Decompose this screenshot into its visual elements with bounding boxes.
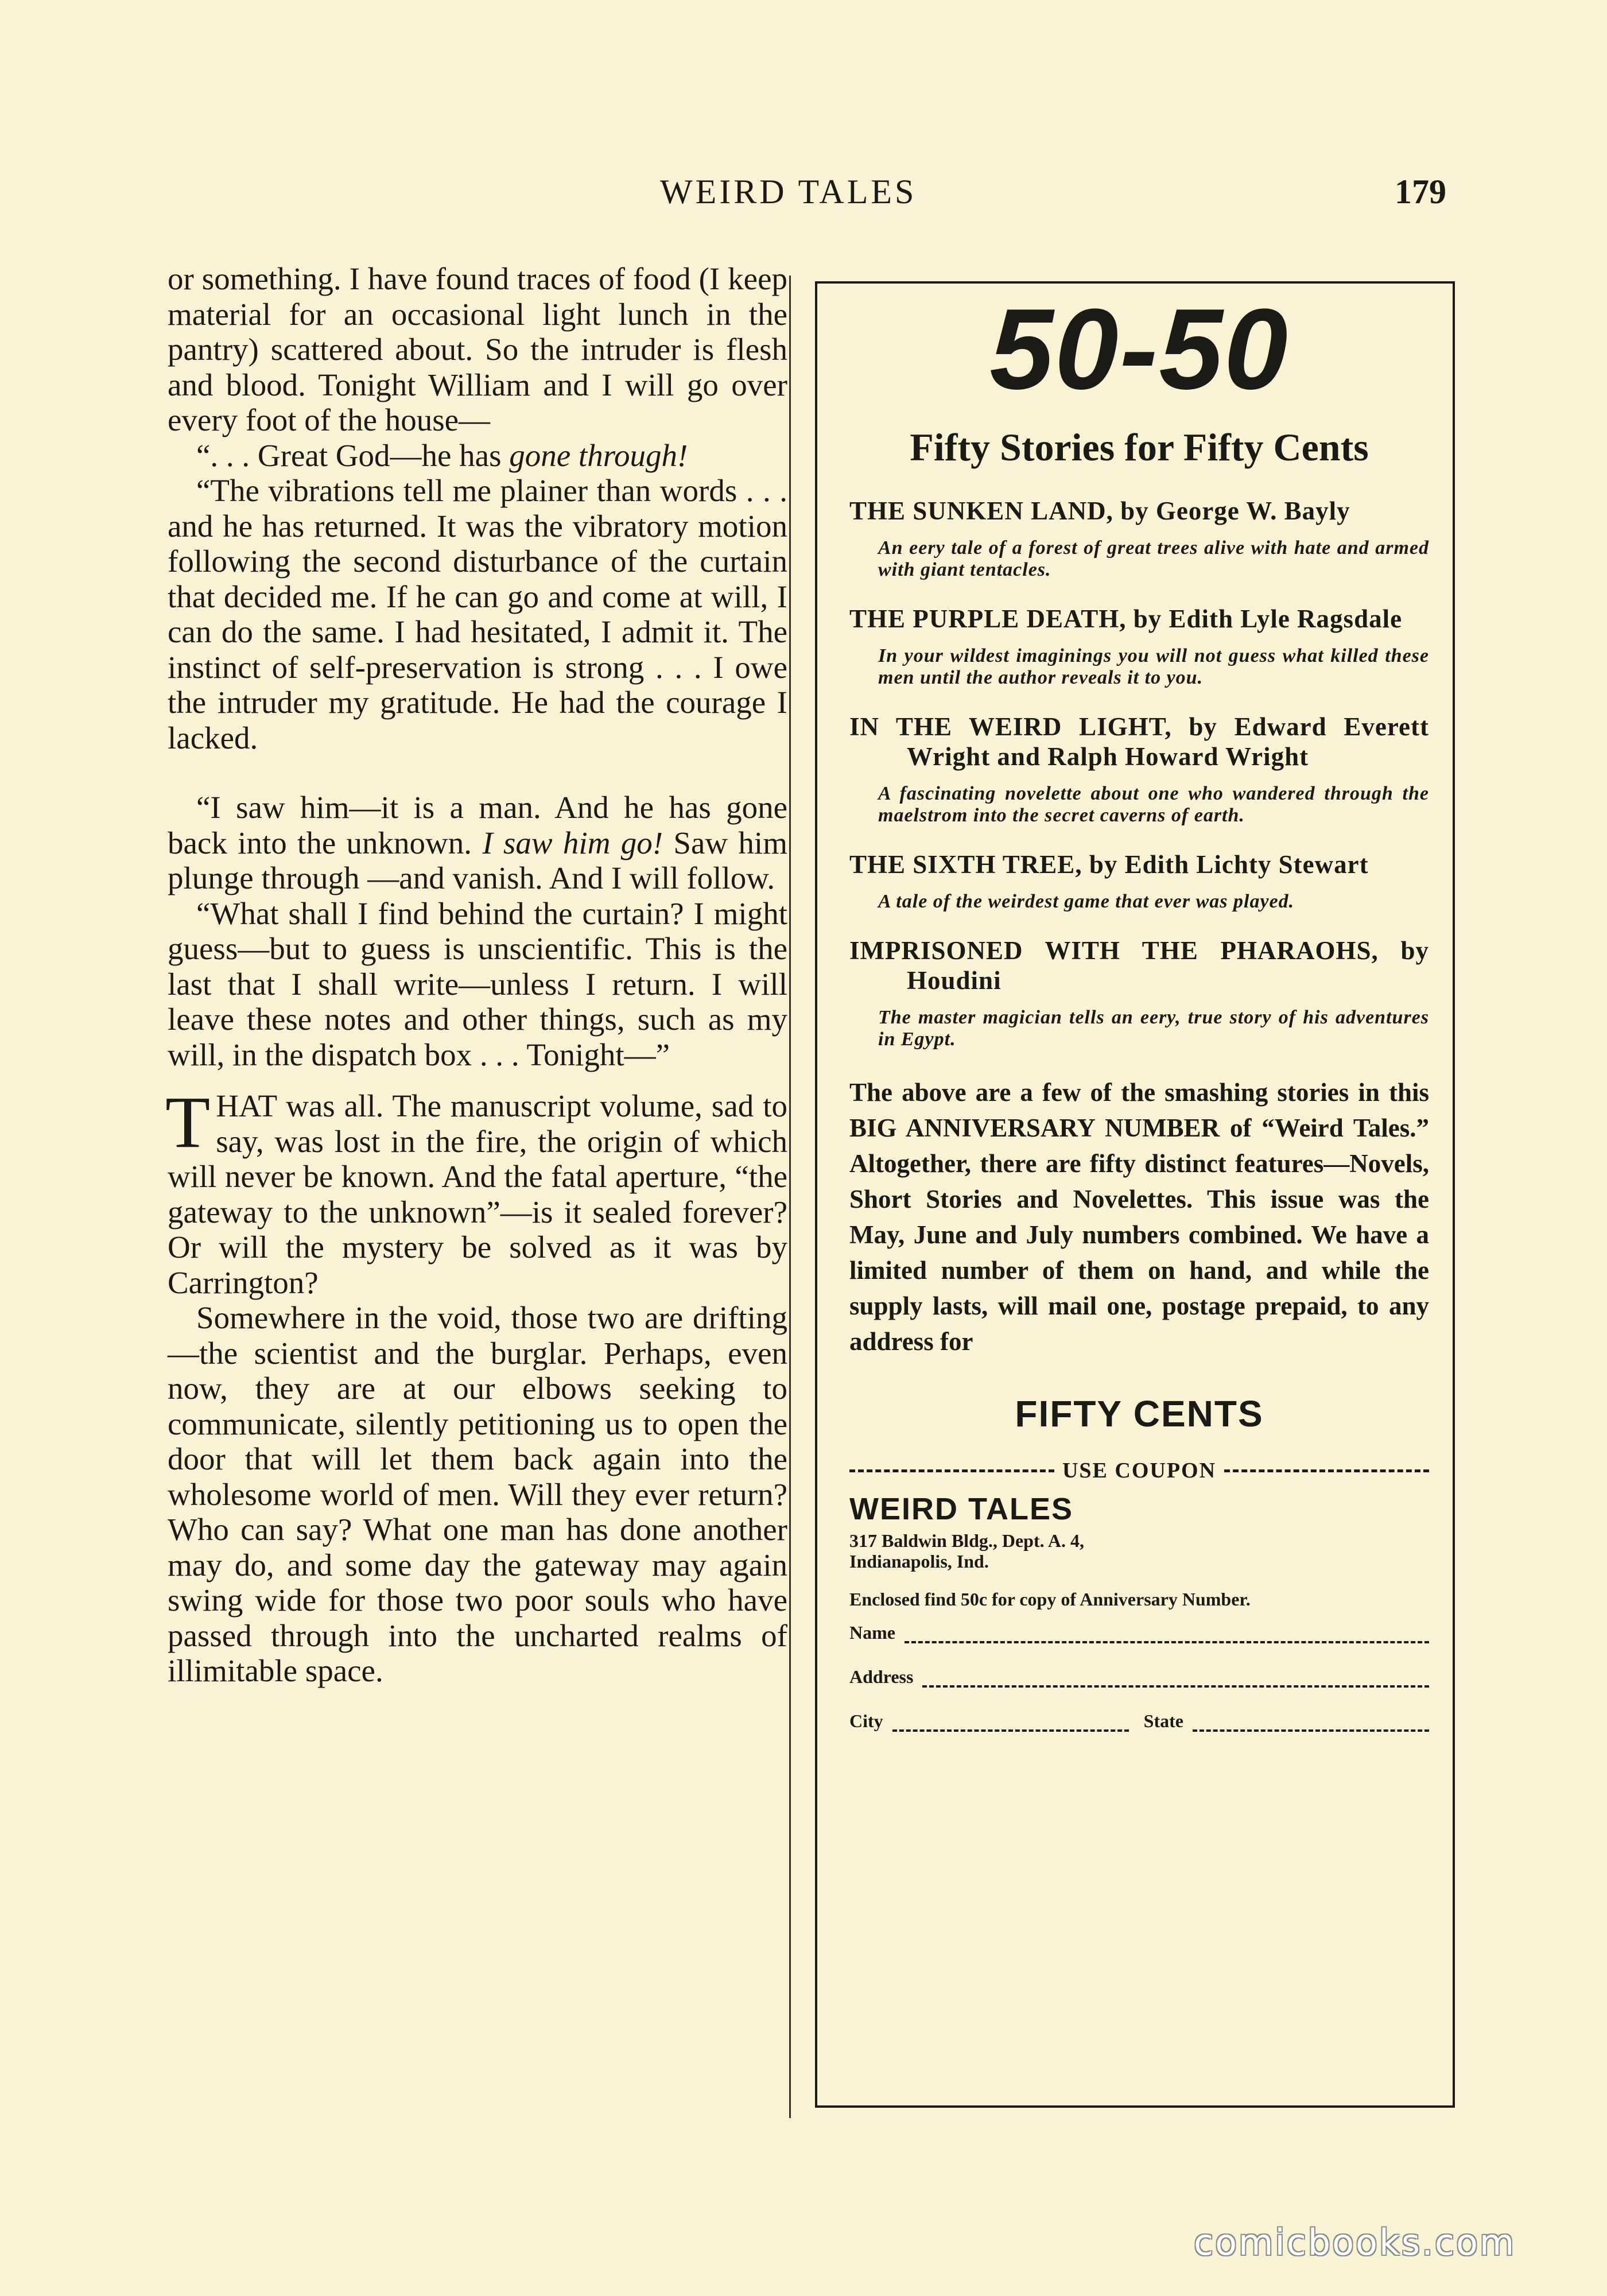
address-label: Address — [849, 1666, 914, 1687]
coupon-note: Enclosed find 50c for copy of Anniversary Number. — [849, 1589, 1251, 1609]
story-column — [165, 261, 787, 1689]
state-blank[interactable] — [1193, 1718, 1429, 1732]
drop-cap: T — [165, 1081, 211, 1163]
city-label: City — [849, 1711, 883, 1731]
story-description: A fascinating novelette about one who wandered through the maelstrom into the secret caverns of earth. — [878, 783, 1429, 826]
running-title: WEIRD TALES — [660, 173, 917, 211]
text-span: HAT was all. The manuscript volume, sad to say, was lost in the fire, the origin of which will never be known. And the fatal aperture, “the gateway to the unknown”—is it sealed forever? Or will the mystery be solved as it was by Carrington? — [168, 1088, 787, 1300]
story-listing — [849, 850, 1429, 913]
text-span: Saw him plunge through —and vanish. And I will follow. — [168, 825, 787, 895]
story-listing — [849, 712, 1429, 827]
coupon-cut-line — [849, 1458, 1429, 1483]
name-blank[interactable] — [905, 1630, 1429, 1643]
advertisement-box — [815, 281, 1455, 2108]
ad-price: FIFTY CENTS — [1015, 1393, 1264, 1434]
address-line: Indianapolis, Ind. — [849, 1551, 989, 1572]
paragraph — [168, 790, 787, 896]
city-state-field[interactable] — [849, 1711, 1429, 1732]
coupon-label: USE COUPON — [1062, 1459, 1217, 1483]
dashed-rule — [849, 1469, 1054, 1472]
paragraph: or something. I have found traces of food (I keep material for an occasional light lunch in the pantry) scattered about. So the intruder is flesh and blood. Tonight William and I will go over every foot of the house— — [168, 261, 787, 437]
state-label: State — [1143, 1711, 1183, 1731]
story-listing — [849, 496, 1429, 581]
story-description: An eery tale of a forest of great trees alive with hate and armed with giant tentacles. — [878, 537, 1429, 580]
story-description: The master magician tells an eery, true story of his adventures in Egypt. — [878, 1007, 1429, 1050]
paragraph: Somewhere in the void, those two are drifting—the scientist and the burglar. Perhaps, even now, they are at our elbows seeking to communicate, silently petitioning us to open the door that will let them back again into the wholesome world of men. Will they ever return? Who can say? What one man has done another may do, and some day the gateway may again swing wide for those two poor souls who have passed through into the uncharted realms of illimitable space. — [168, 1300, 787, 1688]
name-label: Name — [849, 1622, 895, 1643]
story-description: In your wildest imaginings you will not guess what killed these men until the author reveals it to you. — [878, 645, 1429, 688]
emphasis-text: I saw him go! — [482, 825, 663, 860]
paragraph: “The vibrations tell me plainer than words . . . and he has returned. It was the vibratory motion following the second disturbance of the curtain that decided me. If he can go and come at will, I can do the same. I had hesitated, I admit it. The instinct of self-preservation is strong . . . I owe the intruder my gratitude. He had the courage I lacked. — [168, 473, 787, 755]
column-divider — [789, 276, 791, 2118]
coupon-title: WEIRD TALES — [849, 1492, 1073, 1526]
emphasis-text: gone through! — [509, 437, 688, 473]
coupon-address — [849, 1530, 1429, 1572]
story-title: IN THE WEIRD LIGHT, by Edward Everett Wright and Ralph Howard Wright — [849, 712, 1429, 771]
story-listing — [849, 936, 1429, 1050]
text-span: “. . . Great God—he has — [196, 437, 510, 473]
dashed-rule — [1224, 1469, 1429, 1472]
story-title: THE SIXTH TREE, by Edith Lichty Stewart — [849, 850, 1369, 879]
ad-body-text: The above are a few of the smashing stories in this BIG ANNIVERSARY NUMBER of “Weird Tales.” Altogether, there are fifty distinct features—Novels, Short Stories and Novelettes. This issue was the May, June and July numbers combined. We have a limited number of them on hand, and while the supply lasts, will mail one, postage prepaid, to any address for — [849, 1078, 1429, 1356]
paragraph — [168, 438, 787, 474]
text-span: “I saw him—it is a man. And he has gone back into the unknown. — [168, 790, 787, 860]
address-line: 317 Baldwin Bldg., Dept. A. 4, — [849, 1530, 1084, 1551]
paragraph — [165, 1081, 787, 1300]
name-field[interactable] — [849, 1622, 1429, 1643]
story-listing — [849, 604, 1429, 689]
story-description: A tale of the weirdest game that ever was played. — [878, 891, 1295, 912]
page-header — [0, 172, 1607, 224]
city-blank[interactable] — [892, 1718, 1129, 1732]
story-title: THE PURPLE DEATH, by Edith Lyle Ragsdale — [849, 604, 1403, 633]
page-number: 179 — [1395, 173, 1446, 211]
advertisement-content — [849, 284, 1429, 1732]
story-title: THE SUNKEN LAND, by George W. Bayly — [849, 497, 1350, 525]
ad-headline: 50-50 — [989, 285, 1289, 413]
paragraph: “What shall I find behind the curtain? I might guess—but to guess is unscientific. This is the last that I shall write—unless I return. I will leave these notes and other things, such as my will, in the dispatch box . . . Tonight—” — [168, 895, 787, 1072]
address-field[interactable] — [849, 1666, 1429, 1688]
address-blank[interactable] — [922, 1674, 1429, 1688]
ad-subheadline: Fifty Stories for Fifty Cents — [910, 425, 1369, 469]
story-title: IMPRISONED WITH THE PHARAOHS, by Houdini — [849, 936, 1429, 995]
watermark: comicbooks.com — [1194, 2221, 1516, 2263]
